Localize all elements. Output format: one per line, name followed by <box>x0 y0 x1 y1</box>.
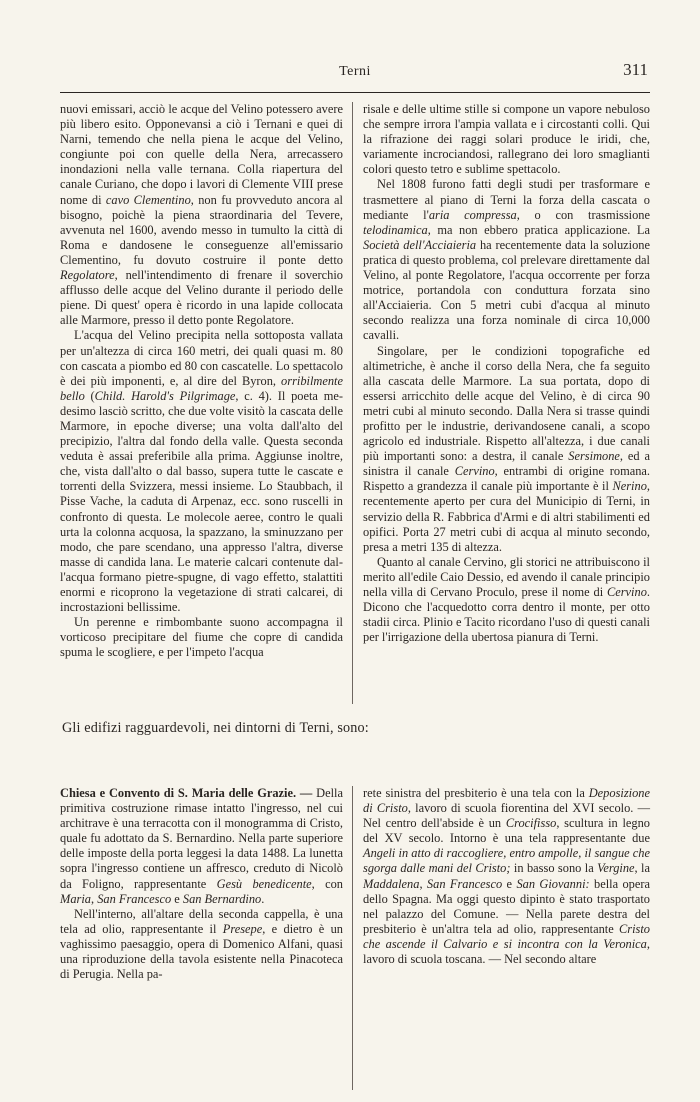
italic-run: San Giovanni: <box>516 876 590 891</box>
paragraph <box>60 102 343 328</box>
italic-run: telodinamica <box>363 222 428 237</box>
text-run: e <box>502 876 517 891</box>
text-run: , o con trasmissione <box>516 207 651 222</box>
entry-title: Chiesa e Convento di S. Maria delle Grazie. — <box>60 786 313 800</box>
text-run: , c. 4). Il poeta medesimo lasciò scritto, che due volte visitò la cascata delle Marmore, in epoche diverse; una volta dall'alto del precipizio, l'altra dal fondo della valle. Questa seconda veduta è assai preferibile alla prima. Aggiunse inoltre, che, vista dall'alto o dal basso, supera tutte le cascate e torrenti della Svizzera, messi insieme. Lo Staubbach, il Pisse Vache, la caduta di Arpenaz, ecc. sono ruscelli in confronto di questa. Le molecole aeree, contro le quali urta la colonna acquosa, la spazzano, la sminuzzano per modo, che pare scendano, una appresso l'altra, diverse masse di candida lana. Le materie calcari contenute dall'acqua formano pietre-spugne, di vago effetto, stalattiti enormi e ricoprono la vegetazione di strati calcarei, di incrostazioni bellissime. <box>60 388 343 615</box>
text-run: e <box>171 891 183 906</box>
text-run: , ma non ebbero pratica applicazione. La <box>427 222 650 237</box>
italic-run: Sersimone <box>568 449 620 464</box>
column-top-right <box>363 102 650 645</box>
text-run: , nell'intendimento di frenare il soverchio afflusso delle acque del Velino durante il periodo delle piene. Di quest' opera è ricordo in una lapide collocata alle Marmore, presso il detto ponte Regolatore. <box>60 268 343 328</box>
italic-run: Presepe <box>222 921 263 936</box>
italic-run: Angeli in atto di raccogliere, entro ampolle, il sangue che sgorga dalle mani del Cristo; <box>363 846 650 876</box>
italic-run: orribilmente bello <box>60 373 343 403</box>
paragraph <box>363 555 650 646</box>
text-run: , ed a sinistra il canale <box>363 449 650 479</box>
italic-run: Nerino <box>612 479 647 494</box>
text-run: bella opera dello Spagna. Ma oggi questo dipinto è stato trasportato nel palazzo del Comune. — Nella parete destra del presbiterio è un'altra tela ad olio, rappresentante <box>363 876 650 936</box>
text-run: . Dicono che l'acquedotto corra dentro il monte, per otto stadii circa. Plinio e Tacito ricordano l'uso di questi canali per l'irrigazione della ubertosa pianura di Terni. <box>363 585 650 645</box>
paragraph <box>363 786 650 967</box>
paragraph <box>363 177 650 343</box>
text-run: , lavoro di scuola fiorentina del XVI secolo. — Nel centro dell'abside è un <box>363 801 650 831</box>
text-run: ha recentemente data la soluzione pratica di questo problema, col prelevare direttamente dal Velino, al ponte Regolatore, l'acqua occorrente per forza motrice, portandola con conduttura forzata sino all'Acciaieria. Con 5 metri cubi d'acqua al minuto secondo realizza una forza nominale di circa 10,000 cavalli. <box>363 237 650 343</box>
text-run: , <box>90 891 98 906</box>
italic-run: aria compressa <box>428 207 517 222</box>
text-run: Nel 1808 furono fatti degli studi per trasformare e trasmettere al piano di Terni la forza della cascata o mediante l' <box>363 177 650 222</box>
italic-run: Cervino <box>454 464 495 479</box>
text-run: L'acqua del Velino precipita nella sottoposta vallata per un'altezza di circa 160 metri, dei quali quasi m. 80 con cascata a piombo ed 80 con cascatelle. Lo spettacolo è dei più imponenti, e, al dire del Byron, <box>60 328 343 388</box>
text-run: in basso sono la <box>510 861 598 876</box>
italic-run: Maddalena <box>363 876 420 891</box>
text-run: , scultura in legno del XV secolo. Intorno è una tela rappresentante due <box>363 816 651 846</box>
page-header <box>60 62 650 92</box>
text-run: , la <box>634 861 650 876</box>
italic-run: cavo Clementino <box>105 192 191 207</box>
text-run: , <box>419 876 427 891</box>
column-bottom-right <box>363 786 650 967</box>
text-run: ( <box>84 388 95 403</box>
paragraph <box>60 615 343 660</box>
italic-run: San Bernardino <box>182 891 262 906</box>
italic-run: San Francesco <box>97 891 172 906</box>
italic-run: Cristo che ascende il Calvario e si incontra con la Veronica <box>363 921 650 951</box>
text-run: Della primitiva costruzione rimase intatto l'ingresso, nel cui architrave è una terracotta con il monogramma di Cristo, quale fu adottato da S. Bernardino. Nella parte superiore delle imposte della porta leggesi la data 1488. La lunetta sopra l'ingresso contiene un affresco, creduto di Nicolò da Foligno, rappresentante <box>60 786 343 891</box>
text-run: , con <box>311 876 343 891</box>
text-run: , entrambi di origine romana. Rispetto a grandezza il canale più importante è il <box>363 464 650 494</box>
paragraph <box>363 344 650 555</box>
column-bottom-left <box>60 786 343 982</box>
italic-run: San Francesco <box>426 876 503 891</box>
text-run: Nell'interno, all'altare della seconda cappella, è una tela ad olio, rappresentante il <box>60 906 343 936</box>
italic-run: Cervino <box>606 585 647 599</box>
italic-run: Vergine <box>597 861 635 876</box>
text-run: . <box>261 891 265 906</box>
text-run: Un perenne e rimbombante suono accompagna il vorticoso precipitare del fiume che copre di candida spuma le scogliere, e per l'impeto l'acqua <box>60 615 343 660</box>
italic-run: Maria <box>60 891 91 906</box>
text-run: , recentemente aperto per cura del Municipio di Terni, in servizio della R. Fabbrica d'Armi e di altri stabilimenti ed opifici. Porta 27 metri cubi di acqua al minuto secondo, presa a metri 135 di altezza. <box>363 479 650 554</box>
column-top-left <box>60 102 343 660</box>
section-heading: Gli edifizi ragguardevoli, nei dintorni di Terni, sono: <box>62 720 369 736</box>
paragraph <box>60 328 343 615</box>
text-run: risale e delle ultime stille si compone un vapore nebuloso che sempre irrora l'ampia vallata e i circostanti colli. Qui la rifrazione dei raggi solari produce le iridi, che, variamente incrociandosi, rallegrano dei loro smaglianti colori questo tetro e sublime spettacolo. <box>363 102 650 177</box>
paragraph <box>363 102 650 177</box>
italic-run: Società dell'Acciaieria <box>363 237 477 252</box>
text-run: nuovi emissari, acciò le acque del Velino potessero avere più libero esito. Opponevansi a ciò i Ternani e quei di Narni, temendo che nella piena le acque del Velino, congiunte poi con quelle della Nera, arrecassero inondazioni nella valle ternana. Colla riapertura del canale Curiano, che dopo i lavori di Clemente VIII prese nome di <box>60 102 343 207</box>
italic-run: Deposizione di Cristo <box>363 786 650 816</box>
paragraph <box>60 786 343 907</box>
text-run: , e dietro è un vaghissimo paesaggio, opera di Domenico Alfani, quasi una riproduzione della tavola esistente nella Pinacoteca di Perugia. Nella pa- <box>60 921 343 982</box>
column-divider <box>352 102 353 704</box>
page-number: 311 <box>623 60 648 79</box>
paragraph <box>60 907 343 982</box>
italic-run: Gesù benedicente <box>216 876 312 891</box>
text-run: Singolare, per le condizioni topografiche ed altimetriche, è anche il corso della Nera, che fa seguito alla cascata delle Marmore. La sua portata, dopo di essersi arricchito delle acque del Velino, è di circa 90 metri cubi al minuto secondo. Dalla Nera si trasse quindi profitto per le industrie, derivandosene canali, a scopo agricolo ed industriale. Rispetto all'altezza, i due canali più importanti sono: a destra, il canale <box>363 343 650 464</box>
italic-run: Regolatore <box>60 268 115 283</box>
italic-run: Crocifisso <box>505 816 557 831</box>
italic-run: Child. Harold's Pilgrimage <box>94 388 236 403</box>
text-run: , non fu provveduto ancora al bisogno, poichè la piena straordinaria del Tevere, avvenuta nel 1600, avendo messo in tumulto la città di Roma e dandosene le conseguenze all'emissario Clementino, fu dovuto costruire il ponte detto <box>60 192 343 267</box>
text-run: , lavoro di scuola toscana. — Nel secondo altare <box>363 936 650 967</box>
text-run: Quanto al canale Cervino, gli storici ne attribuiscono il merito all'edile Caio Dessio, ed avendo il canale principio nella villa di Cervano Proculo, prese il nome di <box>363 554 650 599</box>
column-divider <box>352 786 353 1090</box>
header-rule <box>60 92 650 93</box>
running-title: Terni <box>339 64 371 79</box>
text-run: rete sinistra del presbiterio è una tela con la <box>363 786 589 800</box>
